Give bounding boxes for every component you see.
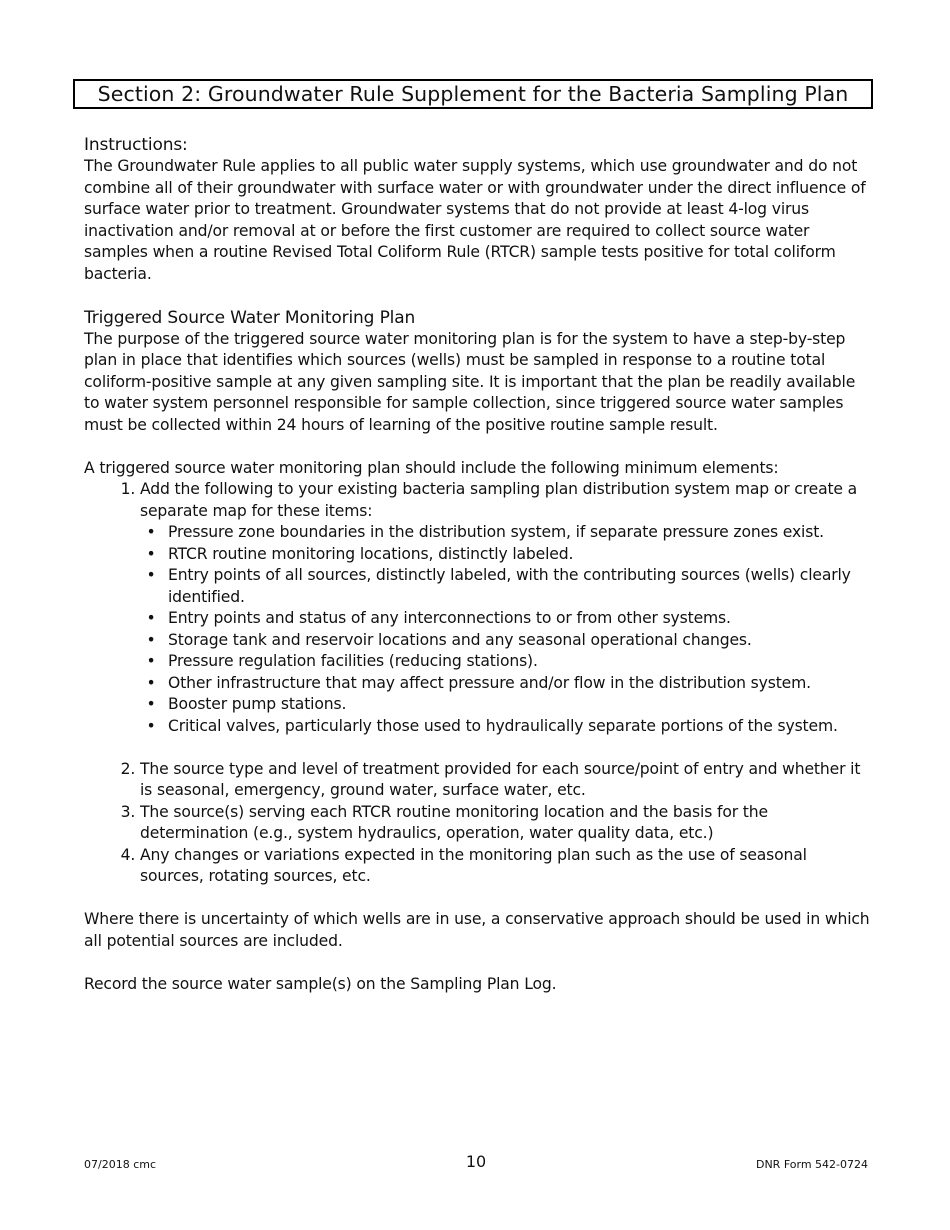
map-item	[146, 608, 874, 630]
map-item-text: Critical valves, particularly those used to hydraulically separate portions of the system.	[168, 716, 838, 735]
bullet-icon: •	[146, 695, 156, 713]
element-item-text: The source type and level of treatment provided for each source/point of entry and whether it is seasonal, emergency, ground water, surface water, etc.	[140, 759, 861, 799]
map-item-text: Entry points and status of any interconnections to or from other systems.	[168, 609, 731, 627]
map-item	[146, 651, 874, 673]
instructions-body: The Groundwater Rule applies to all public water supply systems, which use groundwater and do not combine all of their groundwater with surface water or with groundwater under the direct influence of surface water prior to treatment. Groundwater systems that do not provide at least 4-log virus inactivation and/or removal at or before the first customer are required to collect source water samples when a routine Revised Total Coliform Rule (RTCR) sample tests positive for total coliform bacteria.	[84, 157, 866, 283]
monitoring-plan-heading: Triggered Source Water Monitoring Plan	[84, 307, 416, 328]
footer-revision: 07/2018 cmc	[84, 1158, 157, 1171]
map-item	[146, 694, 874, 716]
map-item-text: Entry points of all sources, distinctly labeled, with the contributing sources (wells) clearly identified.	[168, 566, 851, 606]
elements-list	[84, 479, 874, 888]
section-title: Section 2: Groundwater Rule Supplement for the Bacteria Sampling Plan	[73, 79, 873, 109]
map-item-text: Pressure zone boundaries in the distribution system, if separate pressure zones exist.	[168, 523, 824, 541]
uncertainty-note: Where there is uncertainty of which wells are in use, a conservative approach should be used in which all potential sources are included.	[84, 910, 870, 950]
bullet-icon: •	[146, 652, 156, 670]
bullet-icon: •	[146, 566, 156, 584]
map-item	[146, 673, 874, 695]
bullet-icon: •	[146, 630, 156, 649]
element-item-3	[140, 802, 874, 845]
document-body	[84, 134, 874, 995]
bullet-icon: •	[146, 523, 156, 541]
element-item-text: Add the following to your existing bacteria sampling plan distribution system map or create a separate map for these items:	[140, 480, 858, 520]
map-items-list	[140, 522, 874, 737]
bullet-icon: •	[146, 609, 156, 627]
map-item-text: Storage tank and reservoir locations and any seasonal operational changes.	[168, 630, 752, 649]
monitoring-plan-body: The purpose of the triggered source water monitoring plan is for the system to have a step-by-step plan in place that identifies which sources (wells) must be sampled in response to a routine total coliform-positive sample at any given sampling site. It is important that the plan be readily available to water system personnel responsible for sample collection, since triggered source water samples must be collected within 24 hours of learning of the positive routine sample result.	[84, 329, 856, 434]
footer-form-number: DNR Form 542-0724	[755, 1158, 868, 1171]
instructions-heading: Instructions:	[84, 135, 188, 155]
bullet-icon: •	[146, 544, 156, 563]
element-item-text: Any changes or variations expected in the monitoring plan such as the use of seasonal sources, rotating sources, etc.	[140, 845, 807, 885]
elements-intro: A triggered source water monitoring plan should include the following minimum elements:	[84, 458, 779, 477]
map-item	[146, 544, 874, 566]
element-item-1	[140, 479, 874, 759]
bullet-icon: •	[146, 716, 156, 735]
record-note: Record the source water sample(s) on the Sampling Plan Log.	[84, 974, 557, 993]
bullet-icon: •	[146, 673, 156, 692]
page-number: 10	[465, 1152, 487, 1171]
element-item-2	[140, 759, 874, 802]
map-item-text: Pressure regulation facilities (reducing stations).	[168, 652, 538, 670]
map-item	[146, 565, 874, 608]
element-item-text: The source(s) serving each RTCR routine monitoring location and the basis for the determination (e.g., system hydraulics, operation, water quality data, etc.)	[140, 802, 768, 842]
map-item	[146, 630, 874, 652]
map-item-text: RTCR routine monitoring locations, distinctly labeled.	[168, 544, 574, 563]
map-item-text: Booster pump stations.	[168, 695, 347, 713]
page-footer	[84, 1152, 868, 1174]
map-item	[146, 522, 874, 544]
map-item	[146, 716, 874, 738]
element-item-4	[140, 845, 874, 888]
map-item-text: Other infrastructure that may affect pressure and/or flow in the distribution system.	[168, 673, 811, 692]
